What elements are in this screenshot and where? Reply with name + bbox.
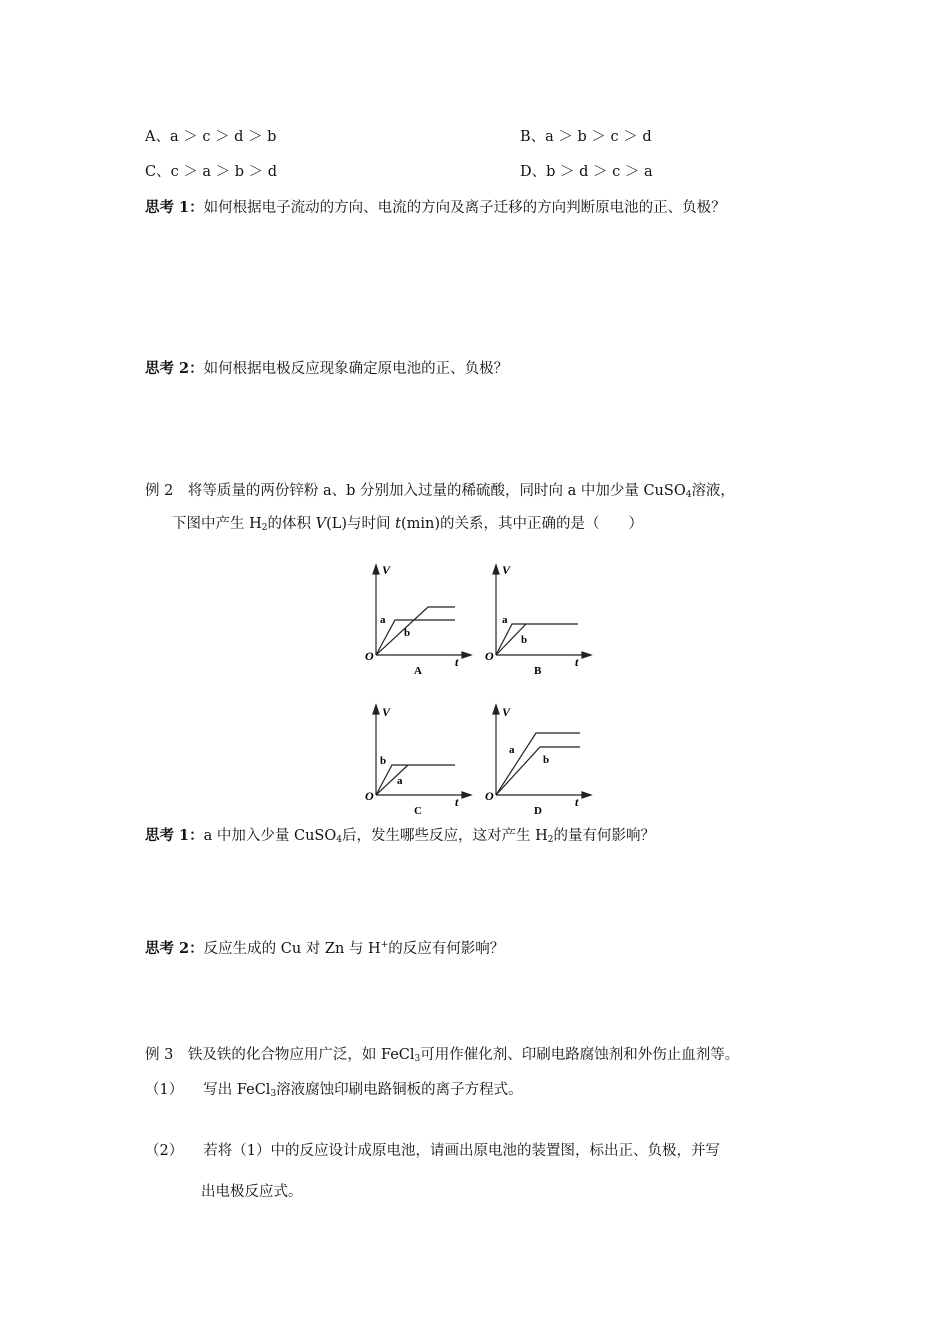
question-number: （1） xyxy=(145,1082,184,1098)
subscript: 2 xyxy=(547,835,554,845)
example-2-text: 下图中产生 H xyxy=(172,516,262,532)
curve-a xyxy=(496,733,580,795)
series-label-a: a xyxy=(380,614,386,626)
axis-label-v: V xyxy=(382,563,391,577)
graph-letter: C xyxy=(414,805,422,817)
origin-label: O xyxy=(365,649,374,663)
think-3-text: 的量有何影响？ xyxy=(553,828,655,844)
v-axis-arrow xyxy=(373,565,379,574)
question-1-text: 写出 FeCl xyxy=(203,1082,271,1098)
example-2-text: 例 2 将等质量的两份锌粉 a、b 分别加入过量的稀硫酸，同时向 a 中加少量 CuSO xyxy=(145,483,686,499)
question-1-text: 溶液腐蚀印刷电路铜板的离子方程式。 xyxy=(276,1082,523,1098)
example-2-text: (L)与时间 xyxy=(326,516,396,532)
think-1-question xyxy=(145,198,726,218)
question-2-line-2: 出电极反应式。 xyxy=(201,1184,303,1200)
think-2-text: 如何根据电极反应现象确定原电池的正、负极？ xyxy=(203,361,509,377)
graph-a xyxy=(358,560,478,680)
curve-a xyxy=(376,765,408,795)
think-2-label: 思考 2： xyxy=(145,360,204,377)
axis-label-v: V xyxy=(382,705,391,719)
t-axis-arrow xyxy=(462,652,471,658)
example-2-line-1 xyxy=(145,481,735,505)
graph-c xyxy=(358,700,478,820)
option-b: B、a ＞ b ＞ c ＞ d xyxy=(520,129,652,145)
variable-t: t xyxy=(395,516,401,532)
graph-letter: D xyxy=(534,805,542,817)
think-4-label: 思考 2： xyxy=(145,940,204,957)
curve-b xyxy=(376,607,455,655)
think-4-text: 反应生成的 Cu 对 Zn 与 H xyxy=(203,941,381,957)
example-2-text: 溶液， xyxy=(691,483,735,499)
subscript: 3 xyxy=(414,1054,421,1064)
example-3-text: 可用作催化剂、印刷电路腐蚀剂和外伤止血剂等。 xyxy=(420,1047,740,1063)
question-2-line-1 xyxy=(145,1141,720,1161)
subscript: 2 xyxy=(261,523,268,533)
think-3-text: a 中加入少量 CuSO xyxy=(203,828,337,844)
example-3-text: 例 3 铁及铁的化合物应用广泛，如 FeCl xyxy=(145,1047,415,1063)
axis-label-v: V xyxy=(502,705,511,719)
example-3-line xyxy=(145,1045,739,1069)
axis-label-v: V xyxy=(502,563,511,577)
subscript: 4 xyxy=(685,490,692,500)
series-label-b: b xyxy=(521,634,528,646)
curve-b xyxy=(376,765,455,795)
variable-v: V xyxy=(315,516,327,532)
series-label-b: b xyxy=(404,627,411,639)
think-1-text: 如何根据电子流动的方向、电流的方向及离子迁移的方向判断原电池的正、负极？ xyxy=(203,200,726,216)
question-1 xyxy=(145,1080,523,1104)
think-1-label: 思考 1： xyxy=(145,199,204,216)
graph-letter: A xyxy=(414,665,422,677)
series-label-a: a xyxy=(509,744,515,756)
origin-label: O xyxy=(485,649,494,663)
curve-a xyxy=(376,620,455,655)
think-3-question xyxy=(145,826,655,850)
series-label-b: b xyxy=(380,755,387,767)
question-2-text: 若将（1）中的反应设计成原电池，请画出原电池的装置图，标出正、负极，并写 xyxy=(203,1143,720,1159)
subscript: 4 xyxy=(336,835,342,845)
think-4-question xyxy=(145,935,504,959)
option-d: D、b ＞ d ＞ c ＞ a xyxy=(520,164,653,180)
think-4-text: 的反应有何影响？ xyxy=(388,941,505,957)
series-label-a: a xyxy=(502,614,508,626)
axis-label-t: t xyxy=(455,655,459,669)
series-label-b: b xyxy=(543,754,550,766)
graph-b xyxy=(478,560,598,680)
axis-label-t: t xyxy=(575,795,579,809)
think-3-text: 后，发生哪些反应，这对产生 H xyxy=(342,828,548,844)
superscript: + xyxy=(380,940,389,950)
series-label-a: a xyxy=(397,775,403,787)
option-c: C、c ＞ a ＞ b ＞ d xyxy=(145,164,278,180)
graph-letter: B xyxy=(534,665,542,677)
question-number: （2） xyxy=(145,1143,184,1159)
example-2-line-2 xyxy=(172,514,643,538)
axis-label-t: t xyxy=(455,795,459,809)
axis-label-t: t xyxy=(575,655,579,669)
option-a: A、a ＞ c ＞ d ＞ b xyxy=(145,129,277,145)
example-2-text: 的体积 xyxy=(267,516,316,532)
origin-label: O xyxy=(365,789,374,803)
graph-d xyxy=(478,700,598,820)
origin-label: O xyxy=(485,789,494,803)
curve-a xyxy=(496,624,578,655)
think-3-label: 思考 1： xyxy=(145,827,204,844)
think-2-question xyxy=(145,359,508,379)
example-2-text: (min)的关系，其中正确的是（ ） xyxy=(400,516,644,532)
subscript: 3 xyxy=(270,1089,277,1099)
